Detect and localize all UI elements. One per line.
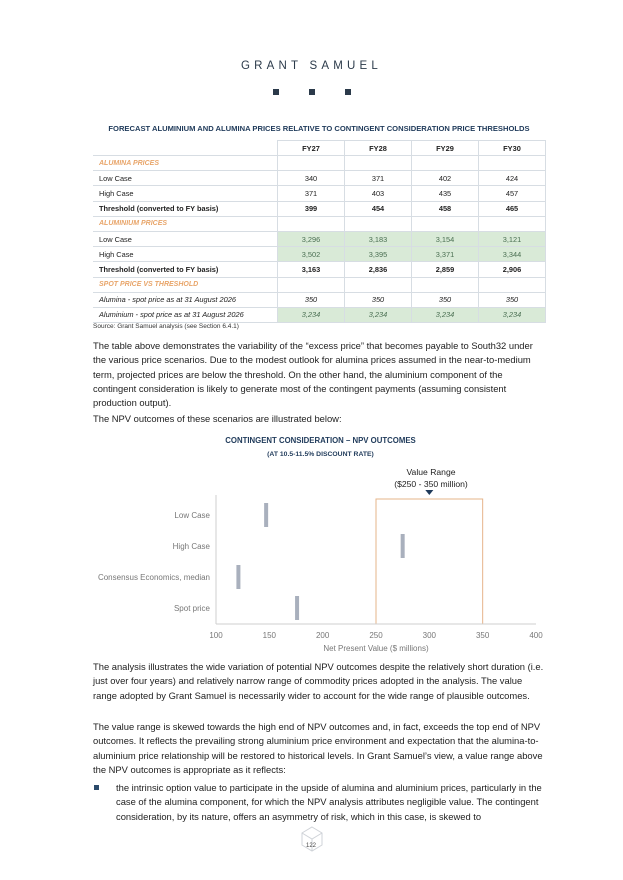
category-label: Consensus Economics, median [97, 573, 210, 582]
paragraph-npv-intro: The NPV outcomes of these scenarios are illustrated below: [93, 413, 342, 424]
table-cell: 458 [412, 201, 479, 216]
category-label: Low Case [174, 511, 210, 520]
table-cell [278, 216, 345, 231]
x-tick-label: 250 [369, 631, 383, 640]
x-tick-label: 200 [315, 631, 330, 640]
category-label: Spot price [173, 604, 210, 613]
table-cell: 3,154 [412, 231, 479, 246]
table-cell [278, 156, 345, 171]
table-cell: 3,344 [479, 247, 546, 262]
table-row [93, 307, 546, 322]
row-label: Threshold (converted to FY basis) [93, 201, 278, 216]
header-empty-cell [93, 141, 278, 156]
table-cell: 340 [278, 171, 345, 186]
logo-dots [0, 89, 623, 95]
table-row [93, 171, 546, 186]
row-label: Threshold (converted to FY basis) [93, 262, 278, 277]
table-cell [345, 216, 412, 231]
chart-subtitle: (AT 10.5-11.5% DISCOUNT RATE) [267, 451, 374, 458]
row-label: High Case [93, 247, 278, 262]
section-label: ALUMINA PRICES [93, 156, 278, 171]
table-cell: 457 [479, 186, 546, 201]
column-header: FY30 [479, 141, 546, 156]
chart-title: CONTINGENT CONSIDERATION – NPV OUTCOMES [225, 436, 416, 445]
row-label: High Case [93, 186, 278, 201]
table-cell: 402 [412, 171, 479, 186]
paragraph-excess-price: The table above demonstrates the variability of the “excess price” that becomes payable to South32 under the various price scenarios. Due to the modest outlook for alumina prices assumed in the near-to-medium term, projected prices are below the threshold. On the other hand, the aluminium component of the contingent consideration is likely to generate most of the contingent payments (assuming consistent production output). [93, 340, 533, 409]
table-cell: 2,836 [345, 262, 412, 277]
table-cell [412, 156, 479, 171]
table-cell: 2,906 [479, 262, 546, 277]
x-tick-label: 350 [475, 631, 490, 640]
row-label: Low Case [93, 231, 278, 246]
grant-samuel-logo: GRANT SAMUEL [241, 60, 382, 72]
table-cell [345, 156, 412, 171]
table-row [93, 292, 546, 307]
table-cell: 350 [412, 292, 479, 307]
value-range-box [376, 499, 483, 624]
table-row [93, 186, 546, 201]
row-label: Aluminium - spot price as at 31 August 2026 [93, 307, 278, 322]
table-cell: 435 [412, 186, 479, 201]
x-tick-label: 150 [262, 631, 277, 640]
price-table [93, 140, 546, 323]
value-range-amount: ($250 - 350 million) [394, 479, 468, 489]
row-label: Low Case [93, 171, 278, 186]
table-cell: 350 [479, 292, 546, 307]
x-tick-label: 100 [209, 631, 223, 640]
column-header: FY27 [278, 141, 345, 156]
table-cell: 2,859 [412, 262, 479, 277]
table-row [93, 201, 546, 216]
table-cell [278, 277, 345, 292]
table-row [93, 231, 546, 246]
x-tick-label: 400 [529, 631, 543, 640]
table-cell [479, 216, 546, 231]
value-range-label: Value Range [406, 467, 456, 477]
table-row [93, 216, 546, 231]
table-cell: 371 [278, 186, 345, 201]
table-cell: 3,234 [278, 307, 345, 322]
table-cell: 3,183 [345, 231, 412, 246]
column-header: FY28 [345, 141, 412, 156]
table-row [93, 277, 546, 292]
table-cell: 454 [345, 201, 412, 216]
table-cell: 3,395 [345, 247, 412, 262]
table-cell: 350 [278, 292, 345, 307]
table-row [93, 156, 546, 171]
table-cell: 399 [278, 201, 345, 216]
table-cell [479, 277, 546, 292]
table-cell: 465 [479, 201, 546, 216]
table-cell: 3,234 [479, 307, 546, 322]
category-label: High Case [172, 542, 210, 551]
table-cell: 424 [479, 171, 546, 186]
table-cell: 350 [345, 292, 412, 307]
table-cell: 371 [345, 171, 412, 186]
table-cell: 3,234 [412, 307, 479, 322]
row-label: Alumina - spot price as at 31 August 2026 [93, 292, 278, 307]
npv-marker [236, 565, 240, 589]
npv-marker [264, 503, 268, 527]
bullet-list [93, 781, 548, 824]
paragraph-value-range: The value range is skewed towards the high end of NPV outcomes and, in fact, exceeds the top end of NPV outcomes. It reflects the prevailing strong aluminium price environment and expectation that the alumina-to-aluminium price relationship will be restored to historical levels. In Grant Samuel’s view, a value range above the NPV outcomes is appropriate as it reflects: [93, 721, 543, 775]
section-label: ALUMINIUM PRICES [93, 216, 278, 231]
npv-outcomes-chart [88, 490, 548, 655]
page-number: 122 [305, 843, 316, 849]
table-cell [345, 277, 412, 292]
table-header-row [93, 141, 546, 156]
table-cell: 3,371 [412, 247, 479, 262]
table-row [93, 262, 546, 277]
column-header: FY29 [412, 141, 479, 156]
price-table-title: FORECAST ALUMINIUM AND ALUMINA PRICES RELATIVE TO CONTINGENT CONSIDERATION PRICE THRESHOLDS [108, 124, 530, 133]
x-tick-label: 300 [422, 631, 437, 640]
table-cell: 3,502 [278, 247, 345, 262]
section-label: SPOT PRICE VS THRESHOLD [93, 277, 278, 292]
npv-marker [401, 534, 405, 558]
list-item [93, 781, 548, 824]
table-cell: 403 [345, 186, 412, 201]
table-cell: 3,296 [278, 231, 345, 246]
x-axis-label: Net Present Value ($ millions) [323, 644, 429, 653]
npv-marker [295, 596, 299, 620]
table-cell: 3,121 [479, 231, 546, 246]
bullet-square-icon [94, 785, 99, 790]
paragraph-analysis: The analysis illustrates the wide variation of potential NPV outcomes despite the relatively short duration (i.e. just over four years) and relatively narrow range of commodity prices adopted in the analysis. The value range adopted by Grant Samuel is necessarily wider to account for the wide range of plausible outcomes. [93, 661, 544, 701]
logo-dot [273, 89, 279, 95]
table-source-note: Source: Grant Samuel analysis (see Section 6.4.1) [93, 323, 239, 330]
table-cell [479, 156, 546, 171]
table-row [93, 247, 546, 262]
logo-dot [345, 89, 351, 95]
bullet-text: the intrinsic option value to participate in the upside of alumina and aluminium prices, particularly in the case of the alumina component, for which the NPV analysis attributes negligible value. The contingent consideration, by its nature, offers an asymmetry of risk, which in this case, is skewed to [116, 782, 542, 822]
table-cell [412, 216, 479, 231]
logo-dot [309, 89, 315, 95]
table-cell [412, 277, 479, 292]
table-cell: 3,163 [278, 262, 345, 277]
table-cell: 3,234 [345, 307, 412, 322]
value-range-arrow-icon [425, 490, 433, 495]
